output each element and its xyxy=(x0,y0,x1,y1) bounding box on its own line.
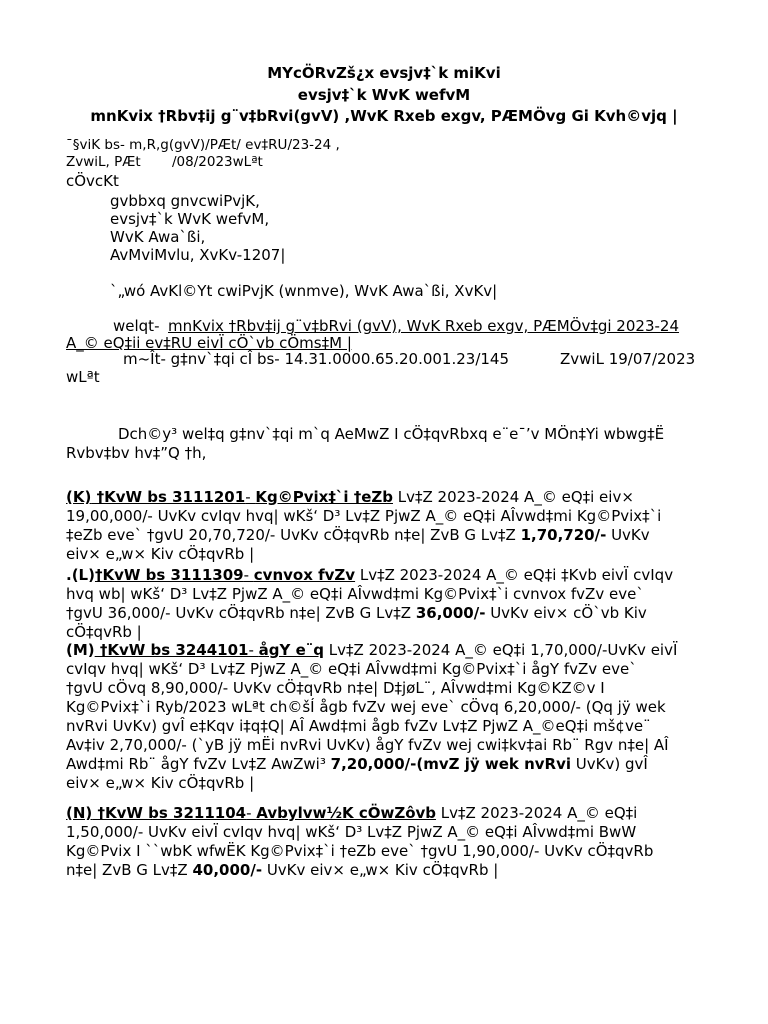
attention-line: `„wó AvKl©Yt cwiPvjK (wnmve), WvK Awa`ßi, XvKv| xyxy=(110,282,498,300)
budget-code: †KvW bs 3244101 xyxy=(94,641,249,659)
item-body-start: Lv‡Z 2023-2024 A_© eQ‡i 1,70,000/-UvKv eivÏ xyxy=(324,641,678,659)
item-line: 1,50,000/- UvKv eivÏ cvIqv hvq| wKš‘ D³ Lv‡Z PjwZ A_© eQ‡i AÎvwd‡mi BwW xyxy=(66,823,637,841)
budget-item xyxy=(66,488,701,564)
item-line: cvIqv hvq| wKš‘ D³ Lv‡Z PjwZ A_© eQ‡i AÎvwd‡mi Kg©Pvix‡`i ågY fvZv eve` xyxy=(66,660,637,678)
header-line-government: MYcÖRvZš¿x evsjv‡`k miKvi xyxy=(267,64,501,82)
subject-text: mnKvix †Rbv‡ij g¨v‡bRvi (gvV), WvK Rxeb exgv, PÆMÖv‡gi 2023-24 xyxy=(168,317,679,335)
subject-label: welqt- xyxy=(113,317,160,335)
reference-text: m~Ît- g‡nv`‡qi cÎ bs- 14.31.0000.65.20.001.23/145 xyxy=(123,350,510,368)
item-line: Awd‡mi Rb¨ ågY fvZv Lv‡Z AwZwi³ xyxy=(66,755,326,773)
item-line: Kg©Pvix‡`i Ryb/2023 wLªt ch©šÍ ågb fvZv wej eve` cÖvq 6,20,000/- (Qq jÿ wek xyxy=(66,698,666,716)
memo-date-value: /08/2023wLªt xyxy=(172,154,263,170)
item-line: nvRvi UvKv) gvÎ e‡Kqv i‡q‡Q| AÎ Awd‡mi ågb fvZv Lv‡Z PjwZ A_©eQ‡i mš¢ve¨ xyxy=(66,717,651,735)
recipient-line: evsjv‡`k WvK wefvM, xyxy=(110,210,270,228)
item-line: †gvU cÖvq 8,90,000/- UvKv cÖ‡qvRb n‡e| D‡jøL¨, AÎvwd‡mi Kg©KZ©v I xyxy=(66,679,605,697)
item-title: Avbylvw½K cÖwZôvb xyxy=(256,804,437,822)
subject-text-continued: A_© eQ‡ii ev‡RU eivÏ cÖ`vb cÖms‡M | xyxy=(66,334,352,352)
item-amount: 7,20,000/-(mvZ jÿ wek nvRvi xyxy=(330,755,572,773)
item-title: Kg©Pvix‡`i †eZb xyxy=(255,488,393,506)
reference-date-suffix: wLªt xyxy=(66,368,100,386)
item-dash: - xyxy=(243,566,254,584)
recipient-line: gvbbxq gnvcwiPvjK, xyxy=(110,192,260,210)
item-line: ‡eZb eve` †gvU 20,70,720/- UvKv cÖ‡qvRb n‡e| ZvB G Lv‡Z xyxy=(66,526,516,544)
reference-date: ZvwiL 19/07/2023 xyxy=(560,350,696,368)
item-prefix: (N) xyxy=(66,804,93,822)
item-amount: 36,000/- xyxy=(415,604,486,622)
item-dash: - xyxy=(246,804,257,822)
item-title: ågY e¨q xyxy=(258,641,325,659)
memo-reference: ¯§viK bs- m,R,g(gvV)/PÆt/ ev‡RU/23-24 , xyxy=(66,137,340,153)
item-line: n‡e| ZvB G Lv‡Z xyxy=(66,861,188,879)
item-amount-after: UvKv) gvÎ xyxy=(571,755,648,773)
item-body-start: Lv‡Z 2023-2024 A_© eQ‡i xyxy=(436,804,638,822)
item-amount-after: UvKv xyxy=(606,526,650,544)
item-body-start: Lv‡Z 2023-2024 A_© eQ‡i ‡Kvb eivÏ cvIqv xyxy=(355,566,674,584)
recipient-label: cÖvcKt xyxy=(66,172,119,190)
item-line: 19,00,000/- UvKv cvIqv hvq| wKš‘ D³ Lv‡Z PjwZ A_© eQ‡i AÎvwd‡mi Kg©Pvix‡`i xyxy=(66,507,662,525)
item-amount-after: UvKv eiv× e„w× Kiv cÖ‡qvRb | xyxy=(262,861,499,879)
recipient-line: AvMviMvlu, XvKv-1207| xyxy=(110,246,286,264)
item-prefix: (M) xyxy=(66,641,95,659)
item-body-start: Lv‡Z 2023-2024 A_© eQ‡i eiv× xyxy=(392,488,634,506)
item-last-line: eiv× e„w× Kiv cÖ‡qvRb | xyxy=(66,545,255,563)
recipient-line: WvK Awa`ßi, xyxy=(110,228,206,246)
memo-date-prefix: ZvwiL, PÆt xyxy=(66,154,141,170)
budget-code: †KvW bs 3111201 xyxy=(91,488,246,506)
item-line: hvq wb| wKš‘ D³ Lv‡Z PjwZ A_© eQ‡i AÎvwd‡mi Kg©Pvix‡`i cvnvox fvZv eve` xyxy=(66,585,644,603)
item-amount: 40,000/- xyxy=(192,861,263,879)
item-dash: - xyxy=(245,488,256,506)
budget-item xyxy=(66,804,701,880)
item-prefix: .(L) xyxy=(66,566,95,584)
item-last-line: eiv× e„w× Kiv cÖ‡qvRb | xyxy=(66,774,255,792)
intro-line: Dch©y³ wel‡q g‡nv`‡qi m`q AeMwZ I cÖ‡qvRbxq e¨e¯’v MÖn‡Yi wbwg‡Ë xyxy=(118,425,665,443)
budget-item xyxy=(66,566,701,642)
header-line-department: evsjv‡`k WvK wefvM xyxy=(297,86,471,104)
item-line: †gvU 36,000/- UvKv cÖ‡qvRb n‡e| ZvB G Lv‡Z xyxy=(66,604,412,622)
budget-code: †KvW bs 3111309 xyxy=(94,566,244,584)
item-amount: 1,70,720/- xyxy=(520,526,607,544)
item-line: Kg©Pvix I ``wbK wfwËK Kg©Pvix‡`i †eZb eve` †gvU 1,90,000/- UvKv cÖ‡qvRb xyxy=(66,842,654,860)
budget-code: †KvW bs 3211104 xyxy=(92,804,247,822)
intro-line-continued: Rvbv‡bv hv‡”Q †h, xyxy=(66,444,207,462)
item-prefix: (K) xyxy=(66,488,92,506)
item-line: Av‡iv 2,70,000/- (`yB jÿ mËi nvRvi UvKv) ågY fvZv wej cwi‡kv‡ai Rb¨ Rgv n‡e| AÎ xyxy=(66,736,669,754)
budget-item xyxy=(66,641,701,793)
item-title: cvnvox fvZv xyxy=(253,566,356,584)
item-last-line: cÖ‡qvRb | xyxy=(66,623,142,641)
item-amount-after: UvKv eiv× cÖ`vb Kiv xyxy=(485,604,647,622)
header-line-office: mnKvix †Rbv‡ij g¨v‡bRvi(gvV) ,WvK Rxeb exgv, PÆMÖvg Gi Kvh©vjq | xyxy=(90,107,678,125)
item-dash: - xyxy=(248,641,259,659)
